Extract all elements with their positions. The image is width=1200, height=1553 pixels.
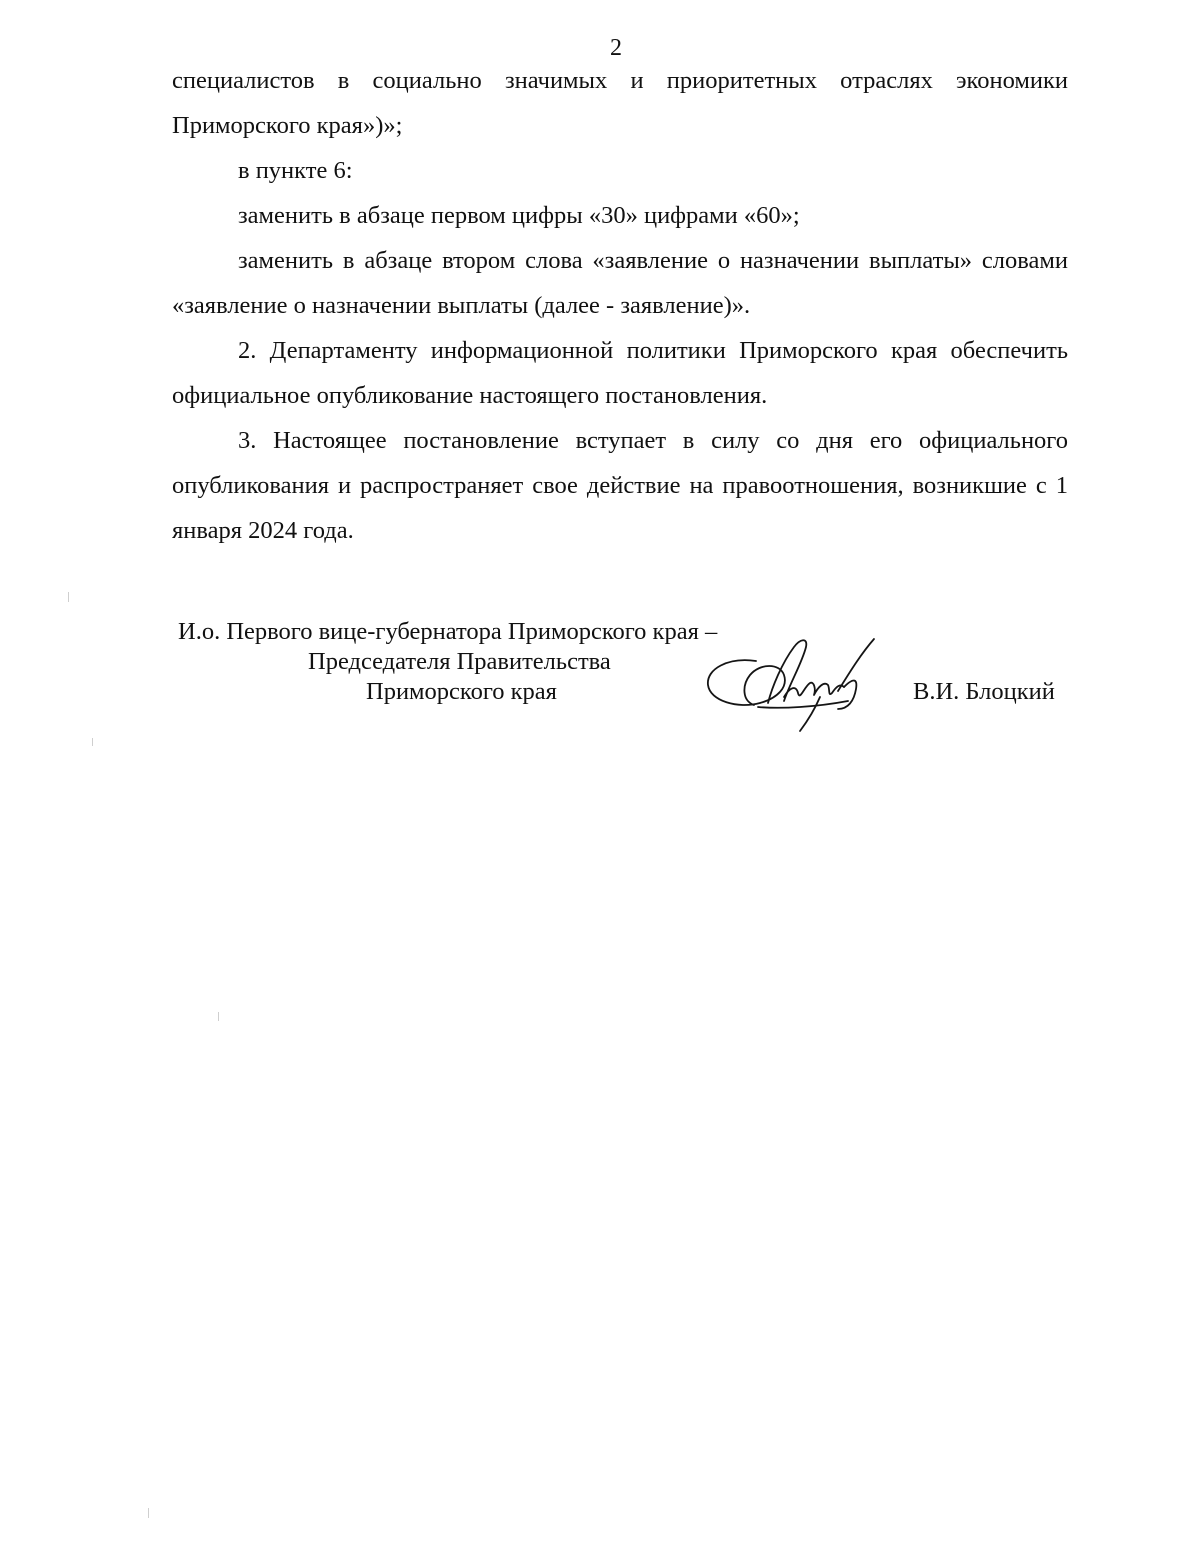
paragraph-continuation: специалистов в социально значимых и приоритетных отраслях экономики Приморского края»)»; bbox=[172, 67, 1068, 139]
signatory-title-line-2: Председателя Правительства bbox=[308, 648, 611, 675]
signatory-title-line-3: Приморского края bbox=[366, 678, 557, 705]
paragraph-item-2: 2. Департаменту информационной политики Приморского края обеспечить официальное опубликование настоящего постановления. bbox=[172, 337, 1068, 409]
signature-block bbox=[0, 617, 1200, 747]
page-number: 2 bbox=[610, 35, 622, 61]
scan-artifact bbox=[218, 1012, 219, 1021]
paragraph-replace-second: заменить в абзаце втором слова «заявление о назначении выплаты» словами «заявление о назначении выплаты (далее - заявление)». bbox=[172, 247, 1068, 319]
paragraph-item-3: 3. Настоящее постановление вступает в силу со дня его официального опубликования и распространяет свое действие на правоотношения, возникшие с 1 января 2024 года. bbox=[172, 427, 1068, 544]
paragraph-point-6: в пункте 6: bbox=[238, 157, 353, 184]
signatory-name: В.И. Блоцкий bbox=[913, 678, 1055, 705]
document-body bbox=[172, 58, 1068, 553]
scan-artifact bbox=[68, 592, 69, 602]
scan-artifact bbox=[148, 1508, 149, 1518]
handwritten-signature bbox=[698, 617, 888, 735]
scan-artifact bbox=[92, 738, 93, 746]
signatory-title-line-1: И.о. Первого вице-губернатора Приморского края – bbox=[178, 618, 718, 645]
paragraph-replace-first: заменить в абзаце первом цифры «30» цифрами «60»; bbox=[238, 202, 800, 229]
